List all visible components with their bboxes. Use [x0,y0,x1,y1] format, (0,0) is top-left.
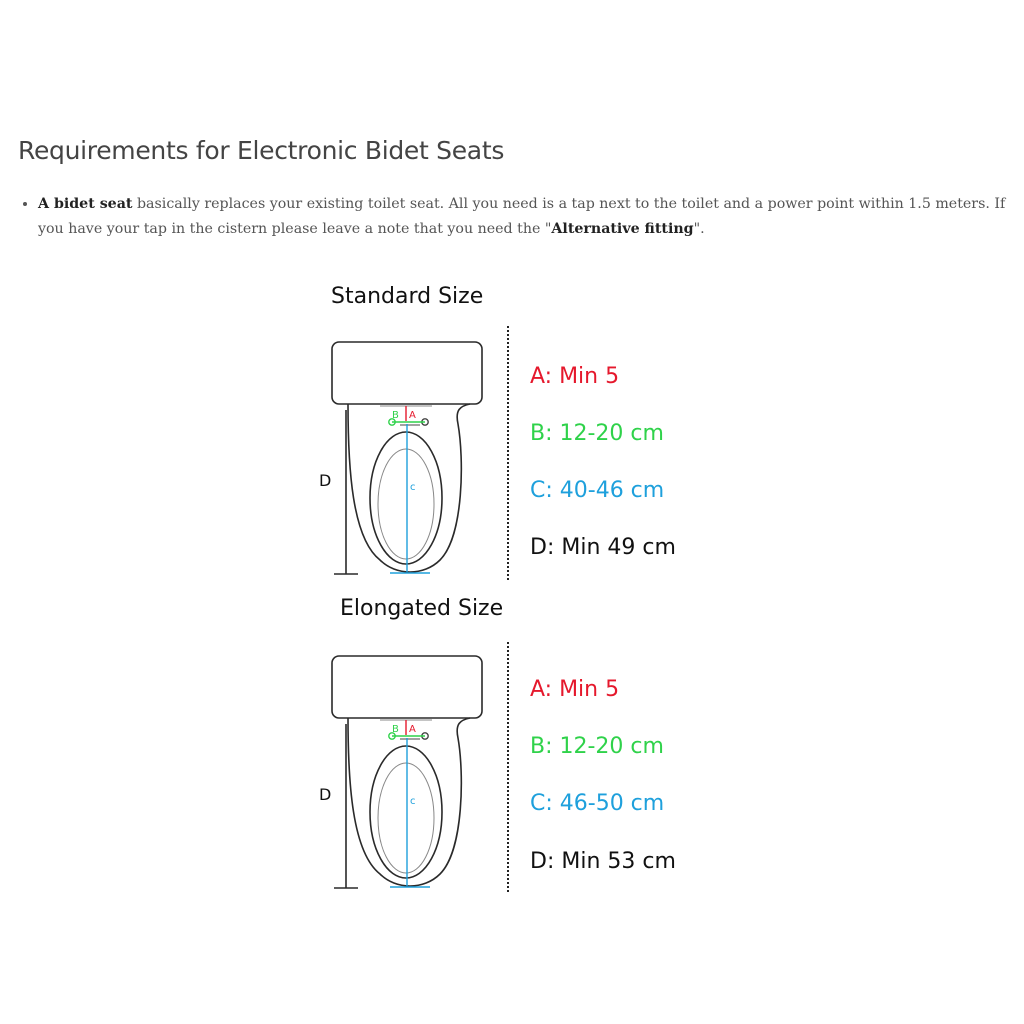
a-marker-label: A [409,724,416,735]
b-marker-label: B [392,410,399,421]
list-item [38,192,1018,242]
elongated-measure-b: B: 12-20 cm [530,734,664,759]
standard-toilet-diagram [330,338,490,580]
elongated-divider [507,642,509,892]
c-marker-label: c [410,482,416,493]
intro-text: basically replaces your existing toilet seat. All you need is a tap next to the toilet and a power point within 1.5 meters. If you have your tap in the cistern please leave a note that you need the " [38,196,1006,237]
standard-measure-c: C: 40-46 cm [530,478,665,503]
standard-measure-a: A: Min 5 [530,364,620,389]
standard-size-title: Standard Size [331,284,484,309]
seat-inner-outline [378,763,434,873]
seat-outline [370,746,442,878]
elongated-toilet-diagram [330,652,490,894]
elongated-measure-a: A: Min 5 [530,677,620,702]
cistern-outline [332,656,482,718]
page-title: Requirements for Electronic Bidet Seats [18,136,505,165]
b-marker-label: B [392,724,399,735]
elongated-measure-d: D: Min 53 cm [530,849,676,874]
standard-divider [507,326,509,580]
elongated-size-title: Elongated Size [340,596,504,621]
bowl-outline [348,404,470,572]
standard-measure-d: D: Min 49 cm [530,535,676,560]
elongated-d-label: D [319,785,332,804]
bold-lead: A bidet seat [38,196,133,212]
seat-inner-outline [378,449,434,559]
elongated-measure-c: C: 46-50 cm [530,791,665,816]
standard-d-label: D [319,471,332,490]
standard-measure-b: B: 12-20 cm [530,421,664,446]
a-marker-label: A [409,410,416,421]
c-marker-label: c [410,796,416,807]
cistern-outline [332,342,482,404]
bowl-outline [348,718,470,886]
requirements-list [18,192,1018,242]
alternative-fitting-term: Alternative fitting [551,221,694,237]
intro-text-end: ". [693,221,705,237]
intro-paragraph [18,192,1018,242]
seat-outline [370,432,442,564]
